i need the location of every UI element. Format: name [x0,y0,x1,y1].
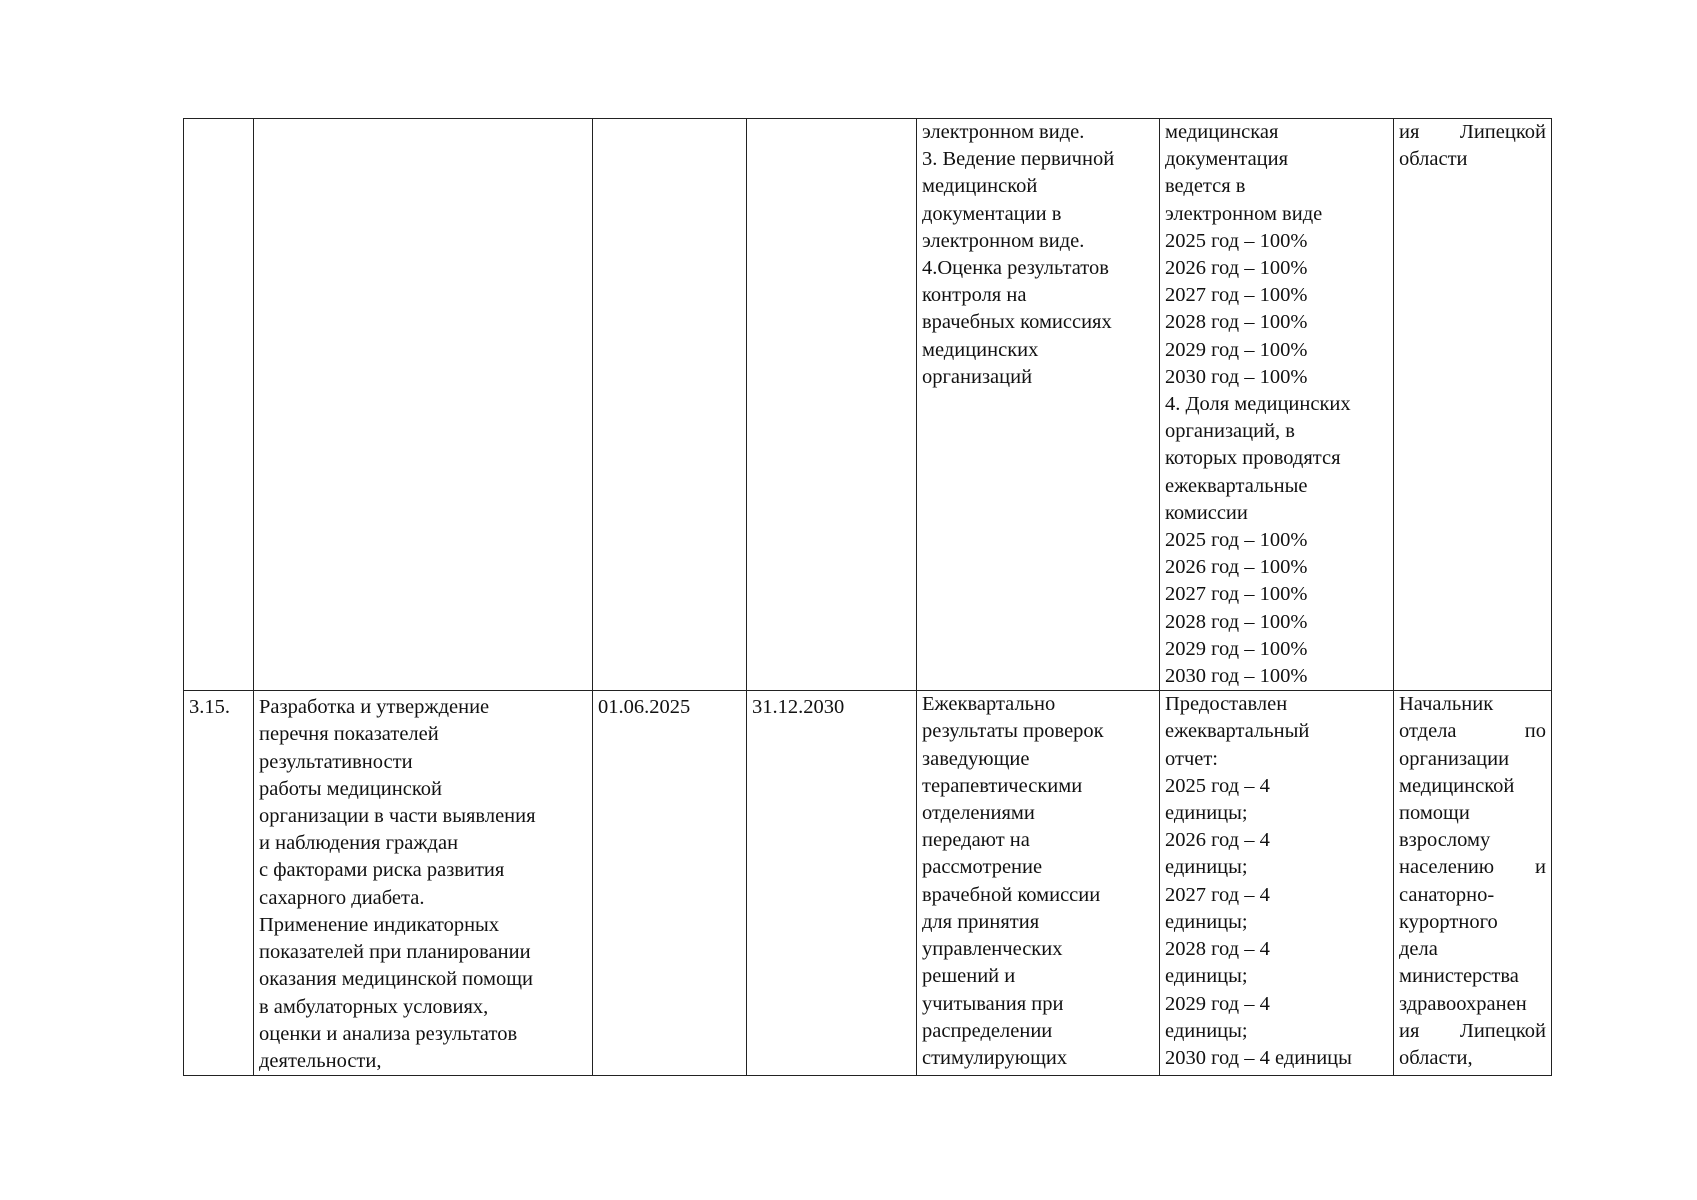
cell-line: учитывания при [922,992,1064,1015]
cell-line: 2026 год – 100% [1165,556,1308,579]
cell-line: показателей при планировании [259,941,531,964]
cell-line: медицинская [1165,121,1279,143]
indicator-cell [1160,119,1394,691]
cell-line: заведующие [922,747,1030,770]
cell-line: 3. Ведение первичной [922,148,1115,171]
cell-line: терапевтическими [922,774,1083,797]
indicator-cell [1160,691,1394,1076]
cell-line: 2025 год – 100% [1165,229,1308,252]
cell-line: передают на [922,829,1030,852]
cell-line: 2028 год – 100% [1165,311,1308,334]
cell-line: медицинской [1399,774,1515,797]
cell-line: стимулирующих [922,1046,1068,1069]
cell-line: комиссии [1165,501,1248,524]
cell-line: организации [1399,747,1510,770]
cell-line: оказания медицинской помощи [259,968,533,991]
cell-line: результаты проверок [922,720,1104,743]
cell-line: 2029 год – 100% [1165,637,1308,660]
cell-line: ежеквартальные [1165,474,1308,497]
start-date-cell [593,691,747,1076]
cell-line: ежеквартальный [1165,720,1310,743]
cell-line: ия Липецкой [1399,1019,1546,1042]
cell-line: 2028 год – 100% [1165,610,1308,633]
table-row [184,691,1552,1076]
cell-line: 2025 год – 4 [1165,774,1270,797]
end-date-cell [747,691,917,1076]
cell-line: 2030 год – 100% [1165,365,1308,388]
cell-line: 4.Оценка результатов [922,257,1109,280]
start-date-cell [593,119,747,691]
cell-line: здравоохранен [1399,992,1527,1015]
cell-line: области [1399,148,1468,171]
cell-line: с факторами риска развития [259,859,505,882]
cell-line: документация [1165,148,1289,171]
measure-name-cell [254,691,593,1076]
cell-line: 2029 год – 100% [1165,338,1308,361]
cell-line: рассмотрение [922,856,1043,879]
cell-line: деятельности, [259,1049,382,1072]
row-number-cell [184,691,254,1076]
cell-line: Применение индикаторных [259,913,500,936]
cell-line: медицинской [922,175,1038,198]
cell-line: организаций, в [1165,420,1295,443]
cell-line: единицы; [1165,856,1248,879]
end-date-cell [747,119,917,691]
control-form-cell [917,691,1160,1076]
start-date: 01.06.2025 [598,696,691,719]
cell-line: контроля на [922,284,1027,307]
cell-line: санаторно- [1399,883,1495,906]
cell-line: 2027 год – 100% [1165,284,1308,307]
cell-line: населению и [1399,856,1546,879]
cell-line: организаций [922,365,1033,388]
cell-line: Разработка и утверждение [259,696,490,719]
row-number-cell [184,119,254,691]
cell-line: области, [1399,1046,1473,1069]
cell-line: единицы; [1165,1019,1248,1042]
cell-line: организации в части выявления [259,805,536,828]
cell-line: перечня показателей [259,723,439,746]
cell-line: 2027 год – 4 [1165,883,1270,906]
cell-line: ведется в [1165,175,1246,198]
cell-line: решений и [922,965,1016,988]
cell-line: распределении [922,1019,1053,1042]
cell-line: отчет: [1165,747,1219,770]
row-number: 3.15. [189,696,230,719]
cell-line: сахарного диабета. [259,886,425,909]
responsible-cell [1394,119,1552,691]
cell-line: электронном виде. [922,229,1085,252]
cell-line: Ежеквартально [922,693,1056,716]
measures-table [183,118,1552,1076]
cell-line: медицинских [922,338,1039,361]
cell-line: курортного [1399,910,1498,933]
control-form-cell [917,119,1160,691]
cell-line: единицы; [1165,802,1248,825]
cell-line: министерства [1399,965,1519,988]
measure-name-cell [254,119,593,691]
end-date: 31.12.2030 [752,696,845,719]
table-row [184,119,1552,691]
cell-line: документации в [922,202,1062,225]
cell-line: дела [1399,938,1438,961]
cell-line: и наблюдения граждан [259,832,459,855]
cell-line: электронном виде. [922,121,1085,143]
cell-line: для принятия [922,910,1040,933]
cell-line: единицы; [1165,910,1248,933]
cell-line: 2030 год – 100% [1165,665,1308,688]
cell-line: ия Липецкой [1399,121,1546,143]
cell-line: 2025 год – 100% [1165,529,1308,552]
cell-line: которых проводятся [1165,447,1341,470]
cell-line: в амбулаторных условиях, [259,995,489,1018]
cell-line: 2026 год – 4 [1165,829,1270,852]
cell-line: Предоставлен [1165,693,1288,716]
cell-line: 4. Доля медицинских [1165,393,1351,416]
cell-line: помощи [1399,802,1470,825]
cell-line: отдела по [1399,720,1546,743]
cell-line: Начальник [1399,693,1494,716]
cell-line: оценки и анализа результатов [259,1022,518,1045]
cell-line: 2029 год – 4 [1165,992,1270,1015]
cell-line: электронном виде [1165,202,1323,225]
responsible-cell [1394,691,1552,1076]
cell-line: единицы; [1165,965,1248,988]
cell-line: управленческих [922,938,1063,961]
cell-line: работы медицинской [259,777,442,800]
cell-line: врачебных комиссиях [922,311,1112,334]
cell-line: 2028 год – 4 [1165,938,1270,961]
cell-line: взрослому [1399,829,1491,852]
cell-line: отделениями [922,802,1035,825]
cell-line: 2026 год – 100% [1165,257,1308,280]
cell-line: 2027 год – 100% [1165,583,1308,606]
cell-line: результативности [259,750,413,773]
cell-line: 2030 год – 4 единицы [1165,1046,1352,1069]
cell-line: врачебной комиссии [922,883,1101,906]
